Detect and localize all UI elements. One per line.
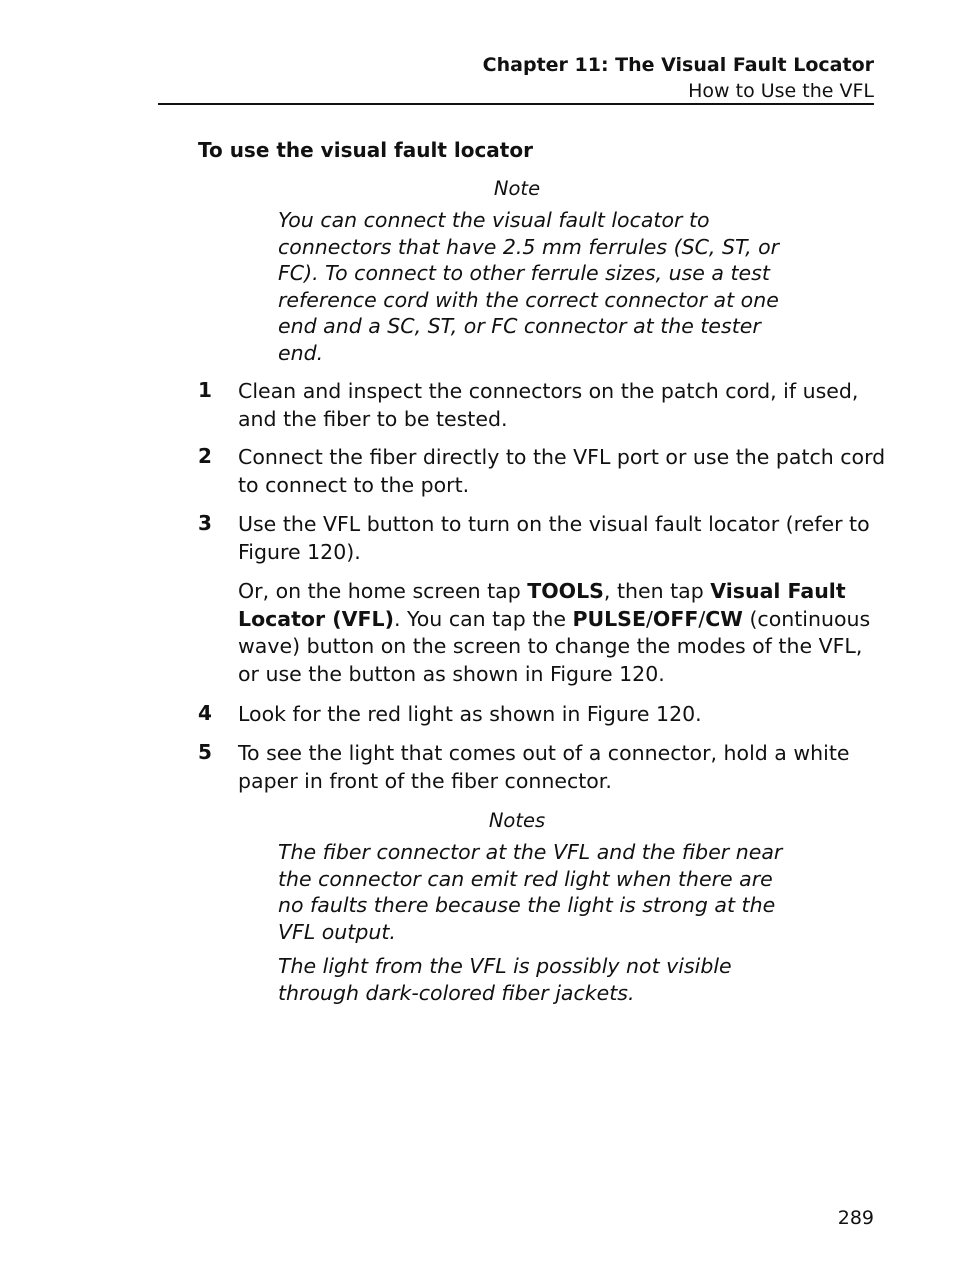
step-text: Clean and inspect the connectors on the patch cord, if used, and the fiber to be tested.	[238, 379, 859, 431]
notes-title: Notes	[488, 809, 546, 832]
off-label: OFF	[652, 606, 699, 631]
slash: /	[645, 606, 653, 631]
step-number: 3	[198, 511, 212, 535]
note-title: Note	[493, 177, 541, 200]
procedure-heading: To use the visual fault locator	[198, 138, 533, 162]
running-header-section: How to Use the VFL	[688, 80, 874, 102]
vfl-label: Visual Fault Locator (VFL)	[238, 579, 846, 631]
detail-text: (continuous wave) button on the screen to change the modes of the VFL, or use the button as shown in Figure 120.	[238, 606, 871, 686]
note-text: You can connect the visual fault locator to connectors that have 2.5 mm ferrules (SC, ST, or FC). To connect to other ferrule sizes, use a test reference cord with the correct connector at one end and a SC, ST, or FC connector at the tester end.	[278, 208, 780, 365]
step-text: Look for the red light as shown in Figure 120.	[238, 702, 702, 726]
detail-text: . You can tap the	[393, 606, 573, 631]
header-divider	[158, 103, 874, 105]
step-text: Use the VFL button to turn on the visual fault locator (refer to Figure 120).	[238, 512, 870, 564]
notes-paragraph-1: The fiber connector at the VFL and the fiber near the connector can emit red light when there are no faults there because the light is strong at the VFL output.	[278, 840, 783, 944]
slash: /	[698, 606, 706, 631]
step-text: Connect the fiber directly to the VFL port or use the patch cord to connect to the port.	[238, 445, 886, 497]
step-number: 4	[198, 701, 212, 725]
notes-paragraph-2: The light from the VFL is possibly not visible through dark-colored fiber jackets.	[278, 954, 732, 1005]
pulse-label: PULSE	[572, 606, 646, 631]
step-number: 5	[198, 740, 212, 764]
running-header-chapter: Chapter 11: The Visual Fault Locator	[482, 54, 874, 76]
page-number: 289	[837, 1207, 874, 1229]
tools-label: TOOLS	[527, 579, 604, 603]
step-number: 2	[198, 444, 212, 468]
step-text: To see the light that comes out of a connector, hold a white paper in front of the fiber connector.	[238, 741, 850, 793]
detail-text: , then tap	[603, 579, 711, 603]
step-number: 1	[198, 378, 212, 402]
step-3-detail	[238, 578, 888, 688]
cw-label: CW	[705, 606, 743, 631]
detail-text: Or, on the home screen tap	[238, 579, 528, 603]
